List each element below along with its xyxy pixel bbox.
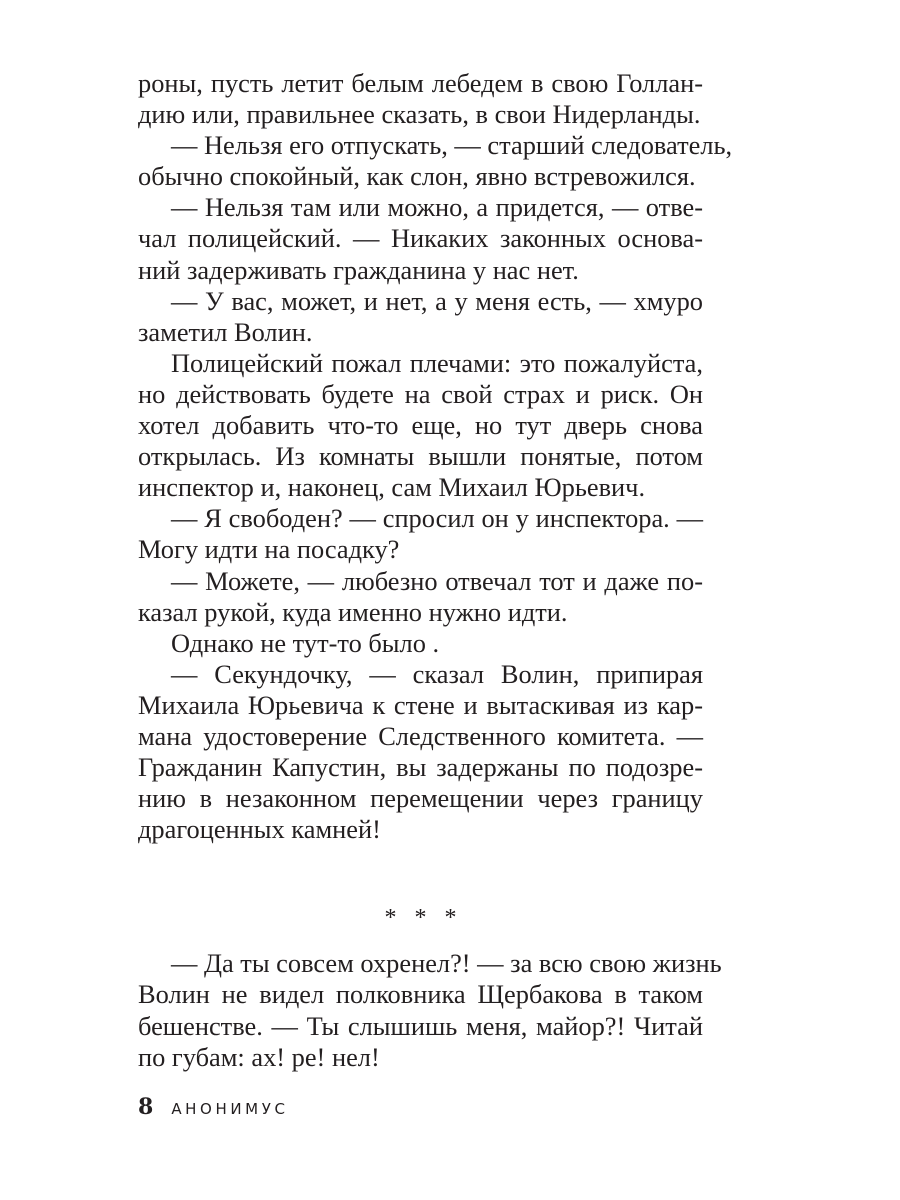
text-line: открылась. Из комнаты вышли понятые, потом [138,441,703,472]
text-line: мана удостоверение Следственного комитета. — [138,720,703,751]
text-line: бешенстве. — Ты слышишь меня, майор?! Читай [138,1010,703,1041]
text-line: казал рукой, куда именно нужно идти. [138,596,568,627]
text-line: Однако не тут-то было . [171,627,440,658]
text-line: — Можете, — любезно отвечал тот и даже по- [171,565,703,596]
text-line: Волин не видел полковника Щербакова в таком [138,979,703,1010]
text-line: чал полицейский. — Никаких законных основа- [138,223,703,254]
text-line: нию в незаконном перемещении через границу [138,783,703,814]
text-line: дию или, правильнее сказать, в свои Нидерланды. [138,99,701,130]
text-line: Полицейский пожал плечами: это пожалуйста, [171,347,703,378]
text-line: инспектор и, наконец, сам Михаил Юрьевич. [138,472,646,503]
text-line: роны, пусть летит белым лебедем в свою Голлан- [138,68,703,98]
text-line: обычно спокойный, как слон, явно встревожился. [138,161,696,192]
page-footer [138,1094,289,1124]
text-line: хотел добавить что-то еще, но тут дверь снова [138,410,703,441]
text-line: Гражданин Капустин, вы задержаны по подозре- [138,752,703,783]
text-line: но действовать будете на свой страх и риск. Он [138,378,703,409]
text-line: — Секундочку, — сказал Волин, припирая [171,658,703,689]
page-text [138,68,733,1073]
text-line: Могу идти на посадку? [138,534,400,565]
page-number: 8 [138,1094,154,1120]
running-head-author: АНОНИМУС [171,1100,289,1118]
text-line: — Нельзя там или можно, а придется, — отве- [171,192,703,223]
text-line: — Нельзя его отпускать, — старший следователь, [171,130,733,161]
text-line: — Да ты совсем охренел?! — за всю свою жизнь [171,948,722,979]
text-line: Михаила Юрьевича к стене и вытаскивая из кар- [138,689,703,720]
text-line: — У вас, может, и нет, а у меня есть, — хмуро [171,285,703,316]
section-separator: * * * [384,905,463,932]
text-line: — Я свободен? — спросил он у инспектора. — [171,503,703,534]
text-line: ний задерживать гражданина у нас нет. [138,254,579,285]
text-line: заметил Волин. [138,316,313,347]
text-line: по губам: ах! ре! нел! [138,1041,380,1072]
text-line: драгоценных камней! [138,814,381,845]
